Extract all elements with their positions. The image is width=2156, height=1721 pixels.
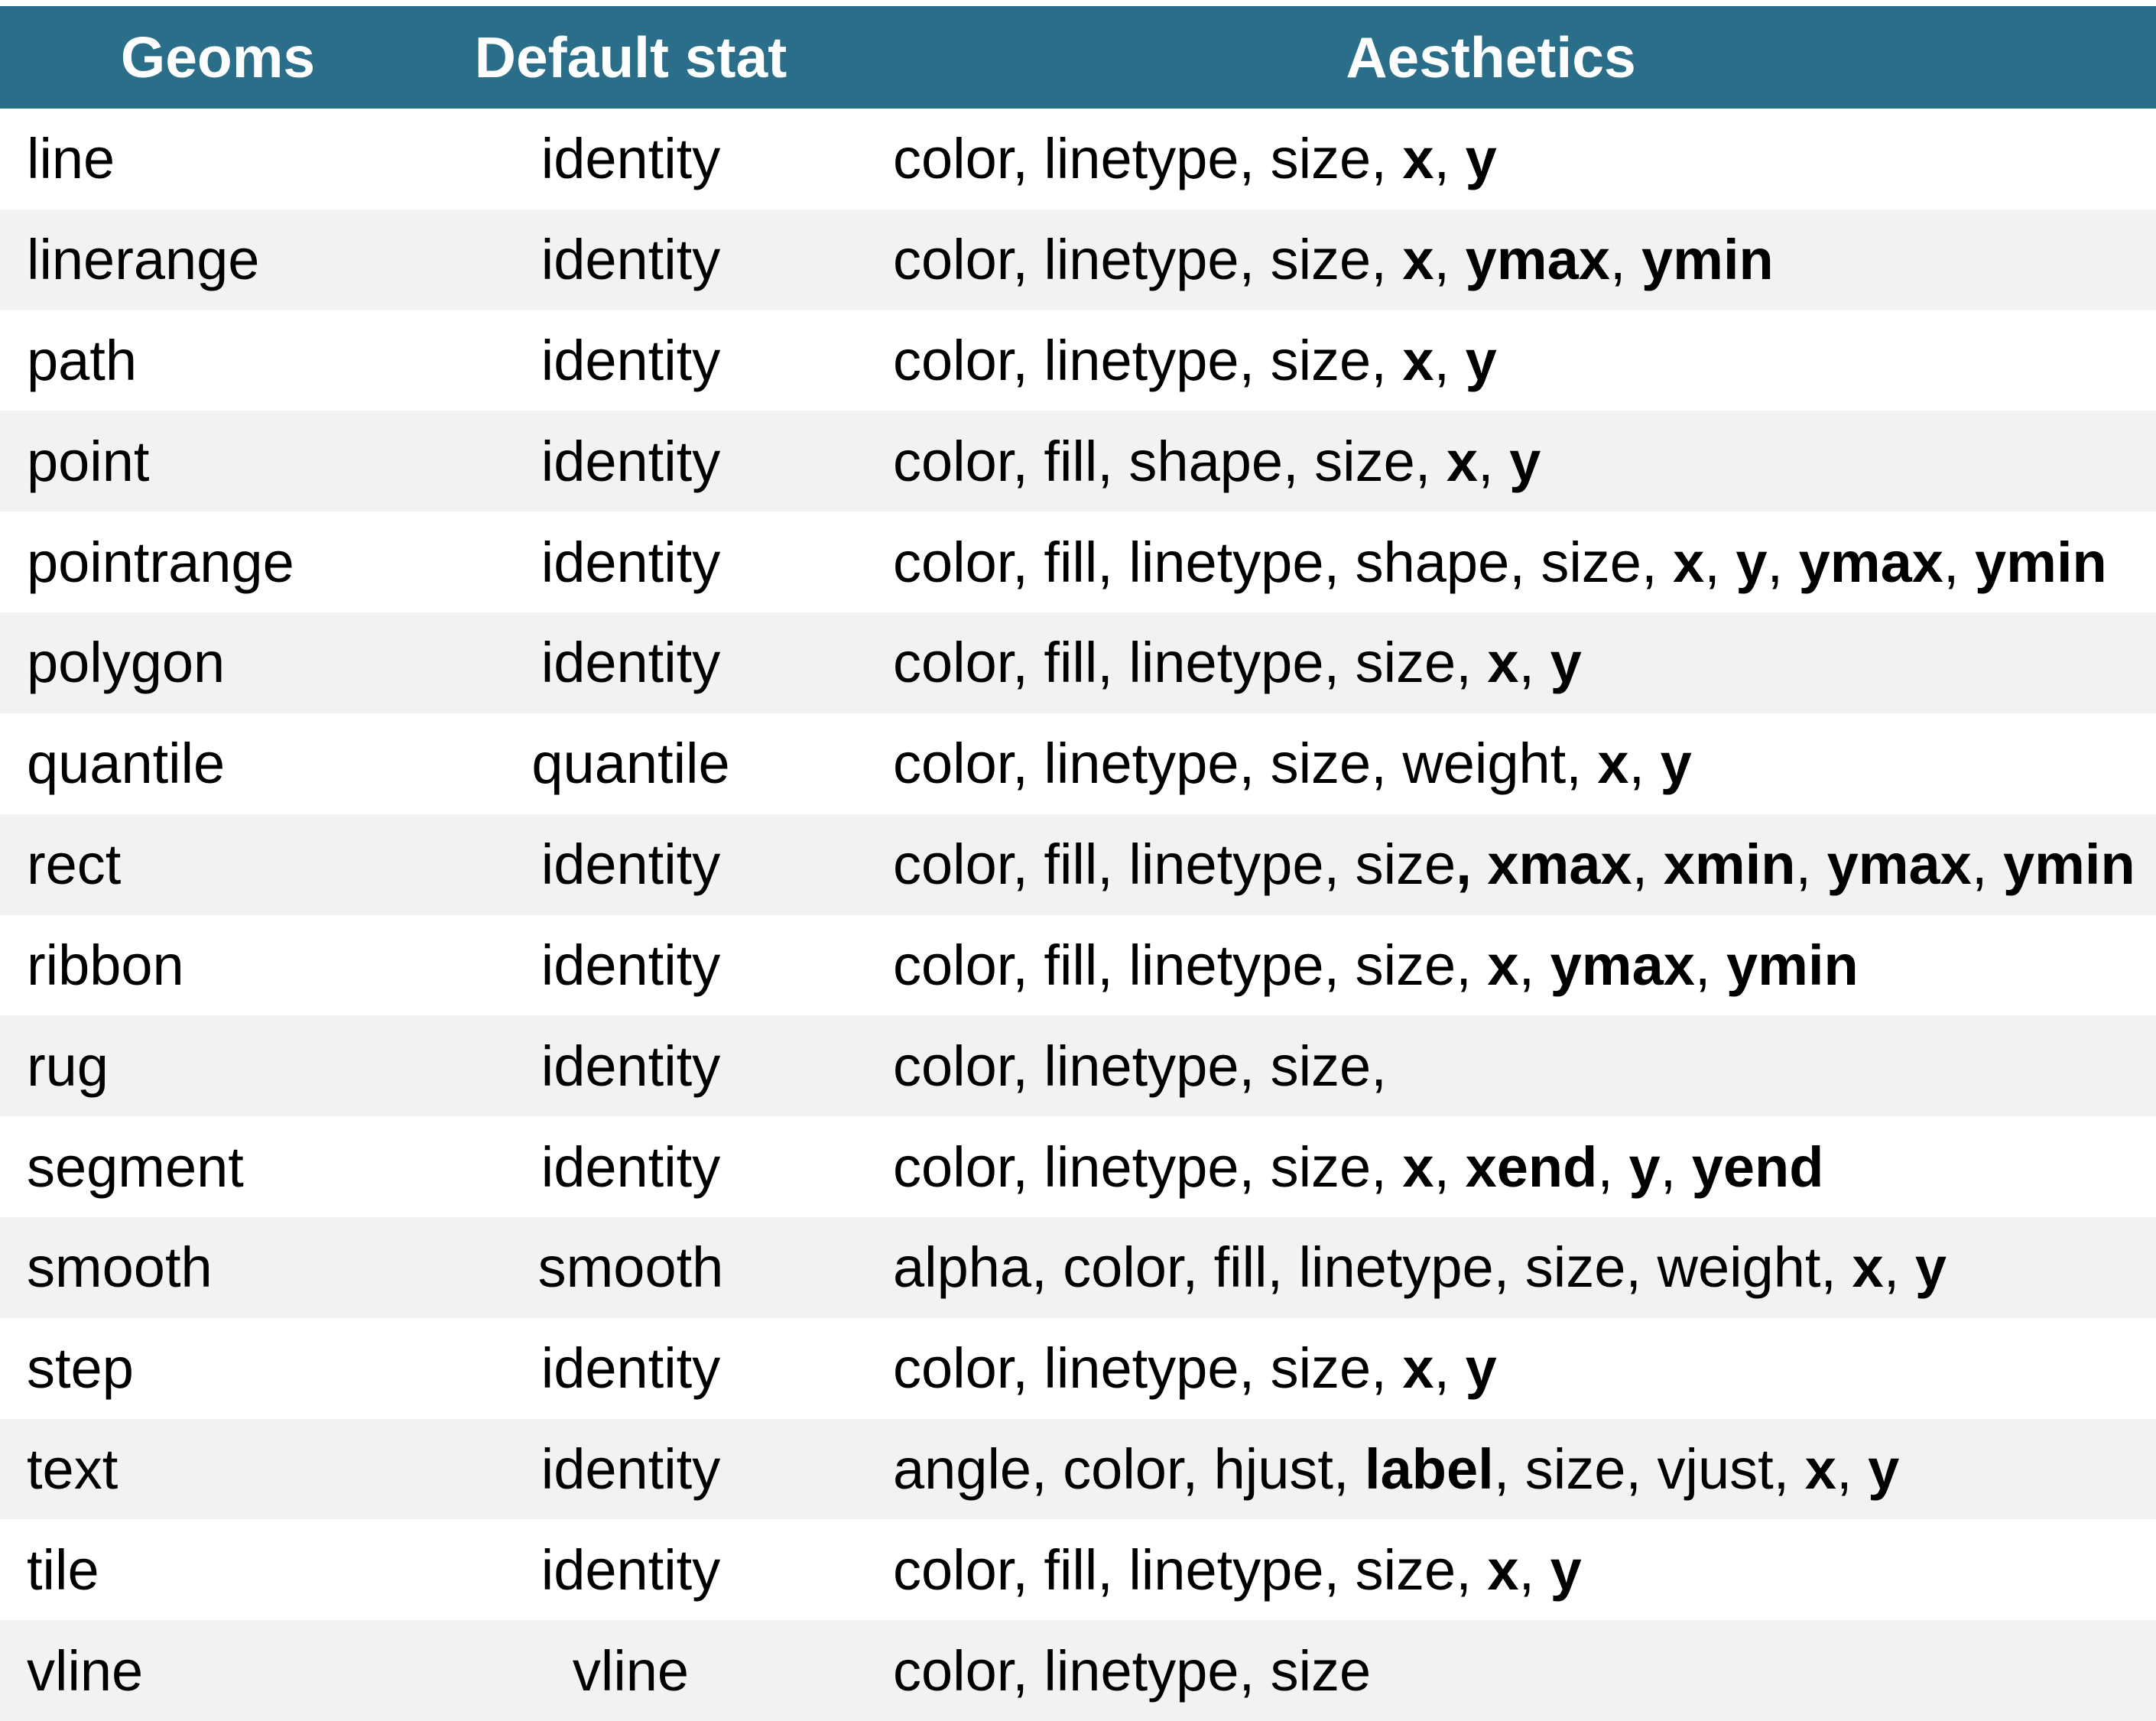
aesthetic-text: ,	[1704, 530, 1736, 594]
aesthetic-bold-text: xmin	[1663, 833, 1796, 897]
aesthetic-bold-text: ymax	[1798, 530, 1943, 594]
aesthetics-cell	[826, 933, 2156, 998]
aesthetic-bold-text: y	[1465, 1336, 1497, 1401]
table-row	[0, 209, 2156, 310]
aesthetics-cell	[826, 731, 2156, 796]
geom-cell: text	[27, 1437, 119, 1501]
default-stat-cell: identity	[541, 933, 721, 997]
aesthetic-bold-text: x	[1487, 933, 1519, 997]
default-stat-cell: identity	[541, 1034, 721, 1098]
aesthetic-bold-text: x	[1402, 1336, 1434, 1401]
table-row	[0, 1318, 2156, 1419]
geom-cell: point	[27, 429, 150, 493]
table-row	[0, 1519, 2156, 1620]
aesthetic-text: ,	[1795, 833, 1827, 897]
aesthetic-text: ,	[1971, 833, 2003, 897]
geom-cell: step	[27, 1336, 134, 1401]
aesthetics-cell	[826, 1135, 2156, 1200]
aesthetic-text: color, linetype, size,	[893, 329, 1403, 393]
table-row	[0, 411, 2156, 511]
aesthetic-text: ,	[1518, 1538, 1550, 1602]
aesthetics-cell	[826, 1437, 2156, 1502]
aesthetics-cell	[826, 1638, 2156, 1703]
geom-cell: segment	[27, 1135, 244, 1199]
aesthetic-text: ,	[1694, 933, 1726, 997]
default-stat-cell: identity	[541, 1437, 721, 1501]
aesthetic-text: color, linetype, size,	[893, 1034, 1387, 1098]
aesthetic-bold-text: x	[1402, 1135, 1434, 1199]
aesthetic-bold-text: x	[1487, 631, 1519, 695]
table-row	[0, 310, 2156, 411]
aesthetics-cell	[826, 1538, 2156, 1602]
header-default-stat: Default stat	[474, 25, 787, 89]
aesthetic-bold-text: y	[1914, 1236, 1947, 1300]
aesthetic-text: ,	[1434, 228, 1466, 292]
aesthetic-bold-text: x	[1402, 127, 1434, 191]
aesthetics-cell	[826, 630, 2156, 695]
aesthetic-text: ,	[1478, 429, 1510, 493]
aesthetics-cell	[826, 227, 2156, 292]
default-stat-cell: quantile	[531, 732, 730, 796]
table-row	[0, 1620, 2156, 1721]
default-stat-cell: identity	[541, 833, 721, 897]
aesthetic-text: ,	[1943, 530, 1976, 594]
geom-cell: quantile	[27, 732, 226, 796]
table-row	[0, 1419, 2156, 1520]
aesthetics-cell	[826, 126, 2156, 191]
aesthetic-bold-text: , xmax	[1456, 833, 1632, 897]
aesthetic-text: , size, vjust,	[1493, 1437, 1805, 1501]
geom-cell: linerange	[27, 228, 260, 292]
table-row	[0, 1217, 2156, 1318]
aesthetic-bold-text: label	[1365, 1437, 1494, 1501]
geom-cell: rug	[27, 1034, 109, 1098]
geom-cell: pointrange	[27, 530, 294, 594]
aesthetics-cell	[826, 1034, 2156, 1099]
aesthetic-text: color, linetype, size,	[893, 228, 1403, 292]
table-row	[0, 713, 2156, 814]
table-row	[0, 511, 2156, 612]
default-stat-cell: identity	[541, 429, 721, 493]
aesthetic-text: color, linetype, size,	[893, 127, 1403, 191]
aesthetics-cell	[826, 530, 2156, 595]
aesthetic-bold-text: x	[1673, 530, 1705, 594]
aesthetic-bold-text: x	[1597, 732, 1629, 796]
aesthetic-bold-text: ymax	[1465, 228, 1610, 292]
default-stat-cell: vline	[572, 1638, 690, 1703]
aesthetic-bold-text: y	[1550, 631, 1582, 695]
geoms-aesthetics-table	[0, 6, 2156, 1721]
aesthetic-text: ,	[1434, 1336, 1466, 1401]
default-stat-cell: identity	[541, 1336, 721, 1401]
aesthetic-text: ,	[1883, 1236, 1915, 1300]
aesthetic-text: color, fill, linetype, size	[893, 833, 1456, 897]
header-geoms: Geoms	[120, 25, 316, 89]
aesthetic-text: alpha, color, fill, linetype, size, weight,	[893, 1236, 1852, 1300]
aesthetic-bold-text: ymax	[1826, 833, 1972, 897]
aesthetic-text: color, fill, linetype, size,	[893, 933, 1488, 997]
aesthetics-cell	[826, 832, 2156, 897]
geom-cell: polygon	[27, 631, 226, 695]
table-row	[0, 109, 2156, 209]
aesthetic-bold-text: y	[1736, 530, 1768, 594]
table-row	[0, 915, 2156, 1016]
aesthetic-text: color, linetype, size, weight,	[893, 732, 1598, 796]
aesthetic-bold-text: ymin	[1641, 228, 1774, 292]
aesthetic-bold-text: y	[1465, 329, 1497, 393]
aesthetic-bold-text: ymin	[1726, 933, 1859, 997]
aesthetic-text: ,	[1434, 1135, 1466, 1199]
aesthetic-bold-text: x	[1402, 228, 1434, 292]
header-aesthetics: Aesthetics	[1346, 25, 1636, 89]
aesthetics-cell	[826, 1336, 2156, 1401]
aesthetics-cell	[826, 429, 2156, 494]
top-margin-strip	[0, 0, 2156, 6]
default-stat-cell: smooth	[537, 1236, 724, 1300]
table-row	[0, 1116, 2156, 1217]
geom-cell: line	[27, 127, 115, 191]
aesthetic-text: ,	[1628, 732, 1661, 796]
aesthetic-text: ,	[1518, 933, 1550, 997]
aesthetic-text: color, fill, linetype, size,	[893, 631, 1488, 695]
aesthetic-text: color, fill, linetype, shape, size,	[893, 530, 1674, 594]
geom-cell: rect	[27, 833, 122, 897]
default-stat-cell: identity	[541, 1538, 721, 1602]
aesthetic-bold-text: y	[1550, 1538, 1582, 1602]
default-stat-cell: identity	[541, 228, 721, 292]
aesthetic-bold-text: y	[1868, 1437, 1900, 1501]
aesthetic-bold-text: x	[1446, 429, 1479, 493]
aesthetic-text: ,	[1836, 1437, 1869, 1501]
aesthetic-bold-text: y	[1628, 1135, 1661, 1199]
aesthetic-bold-text: ymax	[1550, 933, 1695, 997]
aesthetic-text: ,	[1609, 228, 1641, 292]
default-stat-cell: identity	[541, 631, 721, 695]
aesthetic-text: color, linetype, size,	[893, 1336, 1403, 1401]
default-stat-cell: identity	[541, 127, 721, 191]
geom-cell: smooth	[27, 1236, 213, 1300]
aesthetic-text: ,	[1518, 631, 1550, 695]
aesthetic-bold-text: ymin	[1975, 530, 2107, 594]
geom-cell: ribbon	[27, 933, 184, 997]
aesthetic-text: ,	[1434, 127, 1466, 191]
aesthetics-cell	[826, 1235, 2156, 1300]
aesthetic-text: color, fill, linetype, size,	[893, 1538, 1488, 1602]
aesthetic-bold-text: x	[1487, 1538, 1519, 1602]
aesthetic-text: ,	[1597, 1135, 1629, 1199]
geom-cell: path	[27, 329, 138, 393]
table-row	[0, 612, 2156, 713]
table-row	[0, 1015, 2156, 1116]
geom-cell: vline	[27, 1638, 144, 1703]
aesthetic-text: ,	[1632, 833, 1664, 897]
default-stat-cell: identity	[541, 530, 721, 594]
aesthetic-text: color, linetype, size,	[893, 1135, 1403, 1199]
default-stat-cell: identity	[541, 1135, 721, 1199]
aesthetic-bold-text: ymin	[2002, 833, 2135, 897]
aesthetics-cell	[826, 328, 2156, 393]
aesthetic-bold-text: xend	[1465, 1135, 1598, 1199]
aesthetic-bold-text: yend	[1691, 1135, 1824, 1199]
aesthetic-text: color, linetype, size	[893, 1638, 1372, 1703]
aesthetic-bold-text: x	[1402, 329, 1434, 393]
aesthetic-bold-text: y	[1465, 127, 1497, 191]
table-body	[0, 109, 2156, 1721]
aesthetic-bold-text: y	[1660, 732, 1692, 796]
aesthetic-text: ,	[1660, 1135, 1692, 1199]
aesthetic-text: ,	[1767, 530, 1799, 594]
table-header-row	[0, 6, 2156, 109]
aesthetic-bold-text: y	[1509, 429, 1541, 493]
aesthetic-text: angle, color, hjust,	[893, 1437, 1365, 1501]
geom-cell: tile	[27, 1538, 99, 1602]
aesthetic-text: color, fill, shape, size,	[893, 429, 1447, 493]
aesthetic-text: ,	[1434, 329, 1466, 393]
aesthetic-bold-text: x	[1852, 1236, 1884, 1300]
aesthetic-bold-text: x	[1804, 1437, 1836, 1501]
table-row	[0, 814, 2156, 915]
default-stat-cell: identity	[541, 329, 721, 393]
